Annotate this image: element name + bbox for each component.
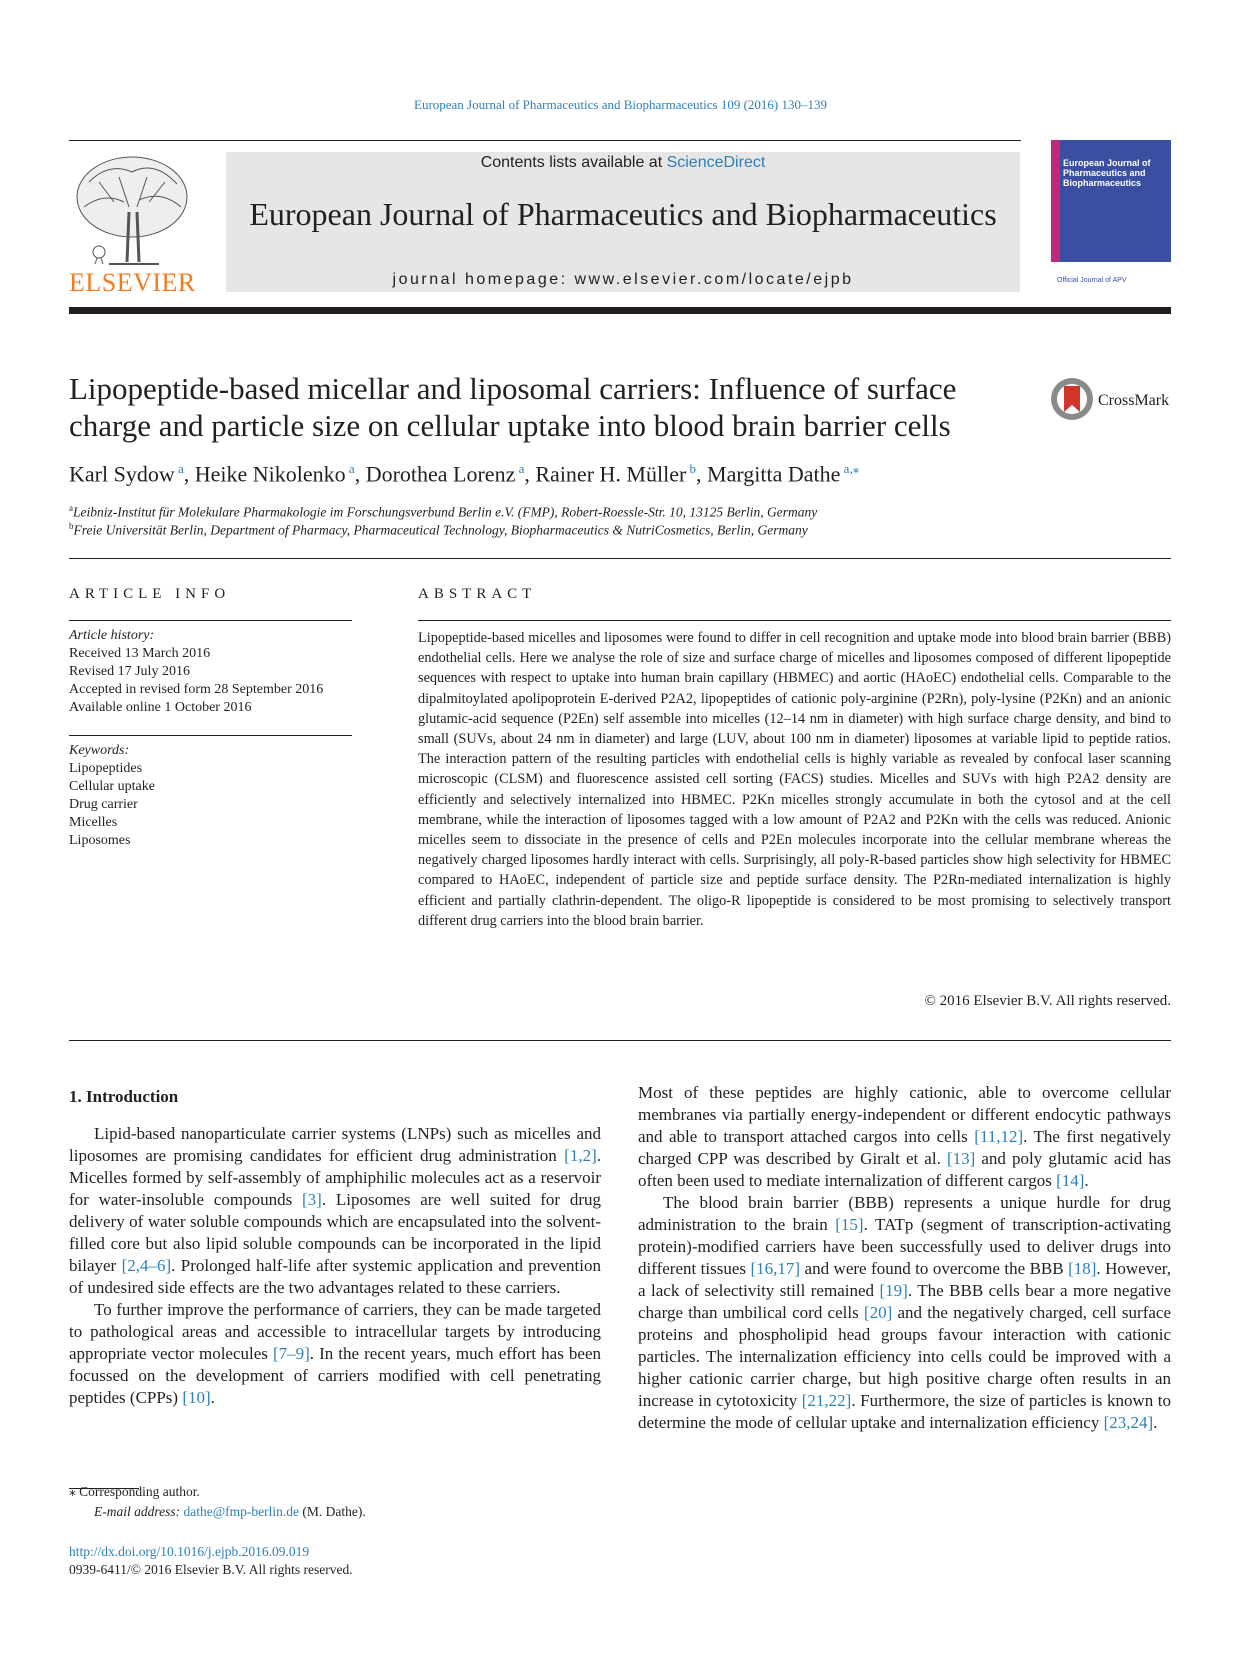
contents-line: [226, 154, 1020, 172]
author-separator: ,: [183, 461, 195, 487]
body-paragraph: [638, 1082, 1171, 1192]
citation-link[interactable]: [15]: [835, 1215, 864, 1234]
keyword: Lipopeptides: [69, 761, 143, 776]
author-list: [69, 461, 859, 487]
body-text: . However, a lack of selectivity still remained: [638, 1259, 1172, 1300]
abstract-text: Lipopeptide-based micelles and liposomes were found to differ in cell recognition and uptake mode into blood brain barrier (BBB) endothelial cells. Here we analyse the role of size and surface charge of micelles and liposomes composed of different lipopeptide sequences with respect to uptake into human brain capillary (HBMEC) and aortic (HAoEC) endothelial cells. Comparable to the dipalmitoylated apolipoprotein E-derived P2A2, lipopeptides of cationic poly-arginine (P2Rn), poly-lysine (P2Kn) and an anionic glutamic-acid sequence (P2En) self assemble into micelles (12–14 nm in diameter) with high surface charge density, and bind to small (SUVs, about 24 nm in diameter) and large (LUV, about 100 nm in diameter) liposomes at variable lipid to peptide ratios. The interaction pattern of the resulting particles with endothelial cells is highly variable as revealed by confocal laser scanning microscopic (CLSM) and fluorescence assisted cell sorting (FACS) studies. Micelles and SUVs with high P2A2 density are efficiently and selectively internalized into HBMEC. P2Kn micelles strongly accumulate in both the cytosol and at the cell membrane, while the interaction of liposomes tagged with a low amount of P2A2 and P2Kn with the cells was reduced. Anionic micelles seem to dissociate in the presence of cells and P2En molecules incorporate into the cellular membrane whereas the negatively charged liposomes hardly interact with cells. Surprisingly, all poly-R-based particles show high selectivity for HBMEC compared to HAoEC, independent of particle size and peptide surface density. The P2Rn-mediated internalization is highly efficient and partially clathrin-dependent. The oligo-R lipopeptide is considered to be most promising to selectively transport different drug carriers into the blood brain barrier.: [418, 630, 1171, 929]
history-accepted: Accepted in revised form 28 September 2016: [69, 682, 324, 697]
citation-link[interactable]: [1,2]: [564, 1146, 597, 1165]
masthead-rule: [69, 307, 1171, 314]
keywords-label: Keywords:: [69, 743, 130, 758]
affiliation-marker: a: [69, 503, 73, 513]
body-paragraph: [69, 1299, 601, 1409]
article-title: Lipopeptide-based micellar and liposomal carriers: Influence of surface charge and particle size on cellular uptake into blood brain barrier cells: [69, 371, 957, 443]
keywords: [69, 742, 359, 850]
author-name[interactable]: Rainer H. Müller: [535, 461, 687, 487]
email-suffix: (M. Dathe).: [299, 1504, 366, 1519]
crossmark-label[interactable]: CrossMark: [1098, 392, 1170, 409]
keyword: Liposomes: [69, 833, 131, 848]
elsevier-wordmark: ELSEVIER: [69, 268, 196, 297]
citation-link[interactable]: [10]: [182, 1388, 211, 1407]
body-text: . The first negatively charged CPP was described by Giralt et al.: [638, 1127, 1171, 1168]
citation-link[interactable]: [13]: [946, 1149, 976, 1168]
body-paragraph: [69, 1123, 601, 1299]
author-affiliation-marker[interactable]: b: [686, 461, 697, 476]
body-text: and were found to overcome the BBB: [800, 1259, 1069, 1278]
body-column-right: [638, 1082, 1171, 1434]
abstract-copyright: © 2016 Elsevier B.V. All rights reserved.: [924, 993, 1171, 1009]
keywords-rule: [69, 735, 352, 736]
body-text: and the negatively charged, cell surface proteins and phospholipid head groups favour interaction with cationic particles. The internalization efficiency into cells could be improved with a higher cationic carrier charge, but high positive charge often results in an increase in cytotoxicity: [638, 1303, 1171, 1410]
issn-copyright: 0939-6411/© 2016 Elsevier B.V. All rights reserved.: [69, 1562, 353, 1577]
sciencedirect-link[interactable]: ScienceDirect: [666, 154, 766, 171]
author-name[interactable]: Margitta Dathe: [707, 461, 841, 487]
corresponding-author-note: ⁎ Corresponding author.: [69, 1484, 200, 1499]
keyword: Micelles: [69, 815, 118, 830]
affiliation-text: Freie Universität Berlin, Department of Pharmacy, Pharmaceutical Technology, Biopharmaceutics & NutriCosmetics, Berlin, Germany: [73, 522, 808, 538]
doi-link[interactable]: http://dx.doi.org/10.1016/j.ejpb.2016.09.019: [69, 1544, 310, 1559]
abstract-rule: [418, 620, 1171, 621]
cover-footer: Official Journal of APV: [1057, 277, 1127, 284]
crossmark-icon[interactable]: [1050, 377, 1094, 421]
article-history: [69, 627, 359, 717]
section-heading-introduction: 1. Introduction: [69, 1087, 179, 1106]
body-text: . Liposomes are well suited for drug delivery of water soluble compounds which are encapsulated into the solvent-filled core but also lipid soluble compounds can be incorporated in the lipid bilayer: [69, 1190, 601, 1275]
citation-link[interactable]: [14]: [1056, 1171, 1085, 1190]
body-text: Most of these peptides are highly cationic, able to overcome cellular membranes via partially energy-independent or different endocytic pathways and able to transport attached cargos into cells: [638, 1083, 1171, 1146]
citation-link[interactable]: [18]: [1068, 1259, 1097, 1278]
citation-link[interactable]: [11,12]: [974, 1127, 1024, 1146]
citation-link[interactable]: [2,4–6]: [121, 1256, 172, 1275]
email-footnote: [94, 1504, 366, 1520]
journal-title: European Journal of Pharmaceutics and Biopharmaceutics: [249, 196, 997, 232]
author-name[interactable]: Heike Nikolenko: [194, 461, 346, 487]
body-text: .: [210, 1388, 215, 1407]
cover-footer-band: [1051, 262, 1171, 292]
author-name[interactable]: Dorothea Lorenz: [365, 461, 516, 487]
author-separator: ,: [696, 461, 708, 487]
body-text: .: [1084, 1171, 1089, 1190]
body-text: .: [1153, 1413, 1158, 1432]
body-text: To further improve the performance of carriers, they can be made targeted to pathological areas and accessible to intracellular targets by introducing appropriate vector molecules: [69, 1300, 601, 1363]
citation-link[interactable]: [3]: [301, 1190, 322, 1209]
history-label: Article history:: [69, 628, 155, 643]
body-text: . The BBB cells bear a more negative charge than umbilical cord cells: [638, 1281, 1172, 1322]
citation-link[interactable]: [20]: [863, 1303, 893, 1322]
body-paragraph: [638, 1192, 1171, 1434]
journal-homepage[interactable]: journal homepage: www.elsevier.com/locate/ejpb: [392, 271, 854, 288]
title-rule: [69, 558, 1171, 559]
contents-prefix: Contents lists available at: [480, 154, 667, 171]
history-revised: Revised 17 July 2016: [69, 664, 190, 679]
affiliation-marker: b: [69, 521, 74, 531]
author-separator: ,: [354, 461, 366, 487]
body-text: and poly glutamic acid has often been used to mediate internalization of different cargos: [638, 1149, 1171, 1190]
keyword: Cellular uptake: [69, 779, 155, 794]
author-affiliation-marker[interactable]: a: [174, 461, 184, 476]
body-text: . Furthermore, the size of particles is known to determine the mode of cellular uptake and internalization efficiency: [638, 1391, 1171, 1432]
article-info-rule: [69, 620, 352, 621]
keyword: Drug carrier: [69, 797, 138, 812]
author-affiliation-marker[interactable]: a: [345, 461, 355, 476]
body-text: Lipid-based nanoparticulate carrier systems (LNPs) such as micelles and liposomes are promising candidates for efficient drug administration: [69, 1124, 601, 1165]
body-text: . Micelles formed by self-assembly of amphiphilic molecules act as a reservoir for water-insoluble compounds: [69, 1146, 601, 1209]
article-info-heading: ARTICLE INFO: [69, 586, 231, 602]
cover-title: European Journal of Pharmaceutics and Biopharmaceutics: [1063, 158, 1151, 188]
citation-link[interactable]: [23,24]: [1103, 1413, 1154, 1432]
citation-link[interactable]: [21,22]: [801, 1391, 852, 1410]
body-text: . In the recent years, much effort has been focussed on the development of carriers modified with cell penetrating peptides (CPPs): [69, 1344, 601, 1407]
email-label: E-mail address:: [94, 1504, 184, 1519]
abstract-heading: ABSTRACT: [418, 586, 537, 602]
history-online: Available online 1 October 2016: [69, 700, 252, 715]
body-text: . TATp (segment of transcription-activating protein)-modified carriers have been successfully used to deliver drugs into different tissues: [638, 1215, 1171, 1278]
affiliation-text: Leibniz-Institut für Molekulare Pharmakologie im Forschungsverbund Berlin e.V. (FMP), Robert-Roessle-Str. 10, 13125 Berlin, Germany: [73, 504, 818, 520]
header-rule: [69, 140, 1021, 141]
citation-link[interactable]: [16,17]: [750, 1259, 801, 1278]
author-separator: ,: [524, 461, 536, 487]
body-text: The blood brain barrier (BBB) represents a unique hurdle for drug administration to the brain: [638, 1193, 1171, 1234]
author-affiliation-marker[interactable]: a: [515, 461, 525, 476]
email-link[interactable]: dathe@fmp-berlin.de: [183, 1504, 300, 1519]
affiliation-a: [69, 503, 817, 521]
author-name[interactable]: Karl Sydow: [69, 461, 175, 487]
citation-link[interactable]: [7–9]: [272, 1344, 310, 1363]
abstract-end-rule: [69, 1040, 1171, 1041]
citation-link[interactable]: [19]: [879, 1281, 908, 1300]
journal-citation[interactable]: European Journal of Pharmaceutics and Biopharmaceutics 109 (2016) 130–139: [414, 97, 827, 112]
journal-cover-image[interactable]: [1051, 140, 1171, 292]
body-column-left: [69, 1123, 601, 1409]
history-received: Received 13 March 2016: [69, 646, 211, 661]
author-affiliation-marker[interactable]: a,⁎: [840, 461, 860, 476]
body-text: . Prolonged half-life after systemic application and prevention of undesired side effects are the two advantages related to these carriers.: [69, 1256, 602, 1297]
affiliation-b: [69, 521, 808, 539]
